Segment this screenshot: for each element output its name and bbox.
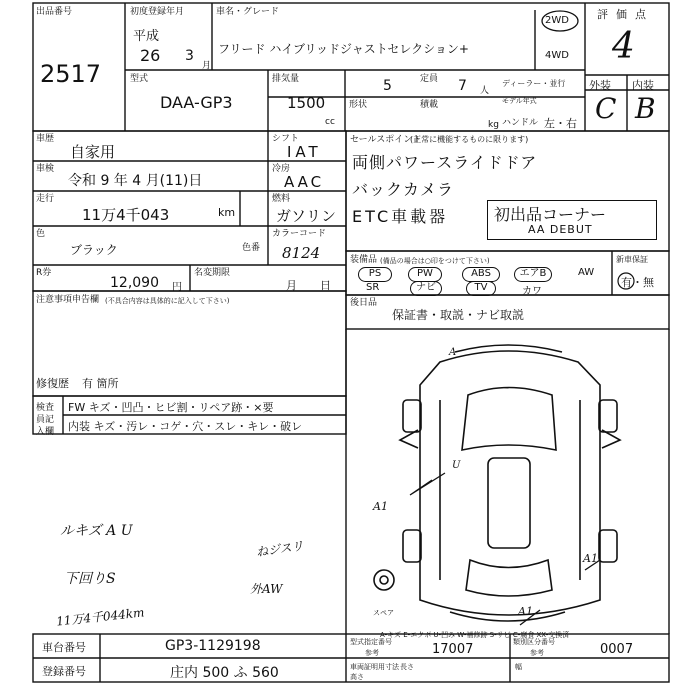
fuel-value: ガソリン [276,207,337,225]
equipment-label: 装備品 [350,255,378,265]
doors-label: 形状 [349,100,368,110]
equip-aw: AW [578,267,595,278]
inspection-value: 令和 9 年 4 月(11)日 [68,173,203,189]
capacity-label: 定員 [420,74,439,84]
load-unit: kg [488,120,499,130]
documents-value: 保証書・取説・ナビ取説 [392,308,525,322]
sales-point-3: ETC車載器 [352,207,449,226]
ac-value: AAC [284,173,325,191]
color-value: ブラック [70,243,118,257]
inspector-row-1: FW キズ・凹凸・ヒビ割・リペア跡・×要 [68,401,274,414]
mileage-value: 11万4千043 [82,206,170,224]
title-month: 月 [286,279,297,292]
equip-navi: ナビ [410,281,442,296]
sales-point-1: 両側パワースライドドア [352,153,538,172]
mark-a1-right: A1 [583,552,598,565]
inspection-label: 車検 [36,164,55,174]
notice-label: 注意事項申告欄 [36,295,100,305]
debut-badge-sub: AA DEBUT [528,223,593,236]
mileage-unit: km [218,206,236,219]
drive-4wd: 4WD [545,50,569,61]
equip-sr: SR [366,282,380,293]
inspector-row-2: 内装 キズ・汚レ・コゲ・穴・スレ・キレ・破レ [68,420,303,433]
usage-value: 自家用 [70,143,116,161]
type-label: 型式 [130,74,149,84]
class-number-value: 0007 [600,642,634,657]
type-designation-value: 17007 [432,642,474,657]
equip-leather: カワ [522,286,542,297]
cert-dimension-label: 車両証明用寸法 [350,663,399,671]
height-label: 高さ [350,673,364,681]
repair-label: 修復歴 [36,377,69,390]
documents-label: 後日品 [350,298,378,308]
equip-tv: TV [466,281,496,296]
handwritten-note-5: 外AW [250,582,283,596]
length-label: 長さ [400,663,414,671]
vin-value: GP3-1129198 [165,638,261,654]
type-designation-ref: 参考 [365,649,379,657]
equipment-sub: (備品の場合は○印をつけて下さい) [380,257,490,265]
equip-abs: ABS [462,267,500,282]
handwritten-scratch: ルキズ A U [60,523,133,539]
fuel-label: 燃料 [272,194,291,204]
load-label: 積載 [420,100,439,110]
handle-value: 左・右 [544,117,577,130]
shift-value: IAT [287,143,322,161]
title-day: 日 [320,279,331,292]
handwritten-underside: 下回りS [64,571,116,587]
plate-label: 登録番号 [42,665,86,678]
debut-badge [487,200,657,240]
recycle-unit: 円 [172,282,182,293]
cc-value: 1500 [287,94,326,112]
mark-a1-left: A1 [373,500,388,513]
dealer-label: ディーラー・並行 [502,79,566,88]
score-label: 評価点 [597,8,654,21]
damage-legend: A-キズ E-エクボ U-凹み W-補修跡 S-サビ C-腐食 XX-交換済 [380,631,570,639]
sales-point-2: バックカメラ [352,180,455,199]
recycle-label: R券 [36,268,52,278]
cc-label: 排気量 [272,74,300,84]
inspector-label: 検査員記入欄 [36,403,55,437]
mark-a-top: A [449,347,457,358]
model-name: フリード ハイブリッドジャストセレクション+ [218,42,469,56]
model-year-label: モデル年式 [502,97,537,105]
exterior-grade: C [595,92,617,125]
lot-label: 出品番号 [36,7,73,17]
era: 平成 [133,29,160,44]
reg-year: 26 [140,46,161,65]
doors-value: 5 [383,78,392,94]
sales-sub: (正常に機能するものに限ります) [410,135,529,144]
lot-number: 2517 [40,60,102,88]
color-code-value: 8124 [282,244,321,262]
handwritten-mileage: 11万4千044km [55,605,146,629]
class-number-label: 類別区分番号 [513,638,555,646]
color-number-label: 色番 [242,243,261,253]
equip-ps: PS [358,267,392,282]
score: 4 [612,26,635,67]
recycle-value: 12,090 [110,275,159,291]
model-label: 車名・グレード [216,7,280,17]
width-label: 幅 [515,663,522,671]
equip-airbag: エアB [514,267,552,282]
shift-label: シフト [272,134,300,144]
notice-sub: (不具合内容は具体的に記入して下さい) [105,297,230,305]
month-unit: 月 [202,61,212,71]
first-reg-label: 初度登録年月 [130,7,185,17]
new-car-warranty-label: 新車保証 [616,255,648,264]
type-designation-label: 型式指定番号 [350,638,392,646]
capacity-value: 7 [458,78,467,94]
exterior-label: 外装 [589,79,611,92]
mileage-label: 走行 [36,194,55,204]
color-code-label: カラーコード [272,229,327,239]
drive-2wd: 2WD [545,15,569,26]
spare-label: スペア [373,609,394,617]
ac-label: 冷房 [272,164,291,174]
type-value: DAA-GP3 [160,93,233,112]
interior-label: 内装 [632,79,654,92]
reg-month: 3 [185,48,194,64]
interior-grade: B [635,92,656,125]
debut-badge-title: 初出品コーナー [494,205,607,224]
equip-pw: PW [408,267,442,282]
cc-unit: cc [325,117,335,127]
sales-label: セールスポイント [350,135,422,145]
mark-u: U [452,460,461,471]
plate-value: 庄内 500 ふ 560 [170,665,279,681]
handwritten-note-4: ねジスリ [255,538,305,560]
mark-a1-bottom: A1 [518,605,533,618]
handle-label: ハンドル [502,118,539,128]
repair-value: 有 箇所 [82,377,119,390]
title-deadline-label: 名変期限 [194,268,231,278]
color-label: 色 [36,229,46,239]
vin-label: 車台番号 [42,641,86,654]
new-car-warranty-value: 有・無 [621,276,654,289]
class-number-ref: 参考 [530,649,544,657]
usage-label: 車歴 [36,134,55,144]
capacity-unit: 人 [480,86,490,96]
